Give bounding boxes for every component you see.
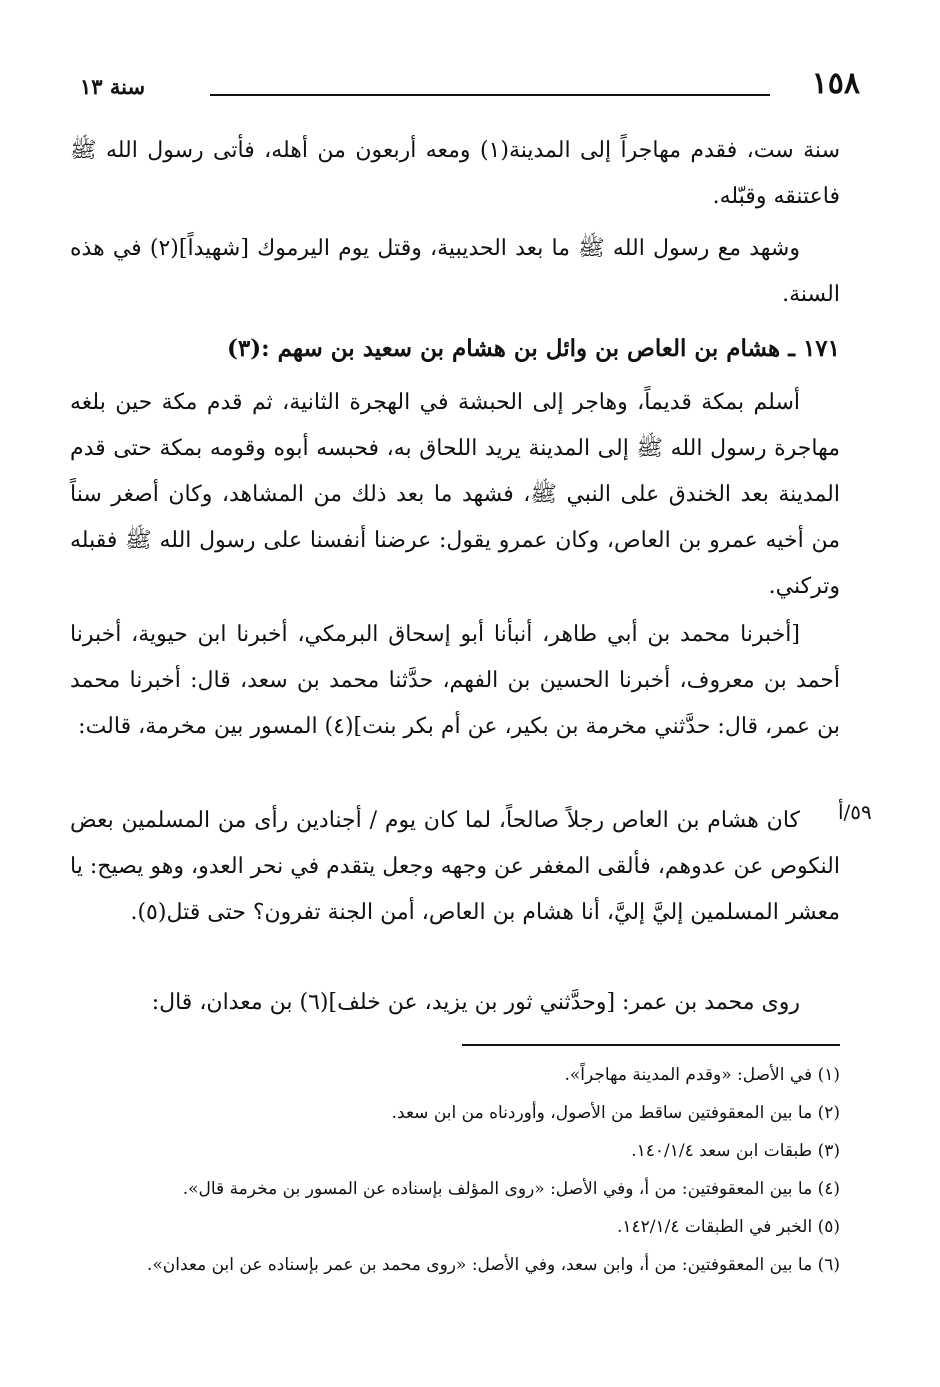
paragraph-2 bbox=[70, 226, 840, 318]
footnote-2: (٢) ما بين المعقوفتين ساقط من الأصول، وأوردناه من ابن سعد. bbox=[391, 1103, 840, 1123]
entry-heading: ١٧١ ـ هشام بن العاص بن وائل بن هشام بن سعيد بن سهم :(٣) bbox=[226, 335, 840, 362]
page-number: ١٥٨ bbox=[811, 66, 860, 101]
header-rule bbox=[210, 94, 770, 96]
paragraph-5-text: كان هشام بن العاص رجلاً صالحاً، لما كان يوم / أجنادين رأى من المسلمين بعض النكوص عن عدوهم، فألقى المغفر عن وجهه وجعل يتقدم في نحر العدو، وهو يصيح: يا معشر المسلمين إليَّ إليَّ، أنا هشام بن العاص، أمن الجنة تفرون؟ حتى قتل(٥). bbox=[70, 808, 840, 925]
paragraph-6 bbox=[70, 980, 840, 1026]
paragraph-2-text: وشهد مع رسول الله ﷺ ما بعد الحديبية، وقتل يوم اليرموك [شهيداً](٢) في هذه السنة. bbox=[70, 236, 840, 307]
footnote-6: (٦) ما بين المعقوفتين: من أ، وابن سعد، وفي الأصل: «روى محمد بن عمر بإسناده عن ابن معدان». bbox=[146, 1255, 840, 1275]
footnotes bbox=[70, 1056, 840, 1284]
footnote-5: (٥) الخبر في الطبقات ١٤٢/١/٤. bbox=[617, 1217, 840, 1237]
isnad-text: [أخبرنا محمد بن أبي طاهر، أنبأنا أبو إسحاق البرمكي، أخبرنا ابن حيوية، أخبرنا أحمد بن معروف، أخبرنا الحسين بن الفهم، حدَّثنا محمد بن سعد، قال: أخبرنا محمد بن عمر، قال: حدَّثني مخرمة بن بكير، عن أم بكر بنت](٤) المسور بين مخرمة، قالت: bbox=[70, 622, 840, 739]
paragraph-1 bbox=[70, 128, 840, 220]
paragraph-3 bbox=[70, 380, 840, 610]
footnote-3: (٣) طبقات ابن سعد ١٤٠/١/٤. bbox=[631, 1141, 840, 1161]
paragraph-5 bbox=[70, 798, 840, 936]
footnote-rule bbox=[462, 1044, 840, 1046]
paragraph-6-text: روى محمد بن عمر: [وحدَّثني ثور بن يزيد، عن خلف](٦) بن معدان، قال: bbox=[151, 990, 800, 1015]
manuscript-folio-marker: ٥٩/أ bbox=[838, 800, 872, 824]
footnote-4: (٤) ما بين المعقوفتين: من أ، وفي الأصل: «روى المؤلف بإسناده عن المسور بن مخرمة قال». bbox=[182, 1179, 840, 1199]
page-header bbox=[60, 66, 860, 106]
footnote-1: (١) في الأصل: «وقدم المدينة مهاجراً». bbox=[564, 1065, 840, 1085]
running-title: سنة ١٣ bbox=[80, 74, 146, 99]
paragraph-1-text: سنة ست، فقدم مهاجراً إلى المدينة(١) ومعه أربعون من أهله، فأتى رسول الله ﷺ فاعتنقه وقبّله. bbox=[70, 138, 840, 209]
isnad-paragraph bbox=[70, 612, 840, 750]
paragraph-3-text: أسلم بمكة قديماً، وهاجر إلى الحبشة في الهجرة الثانية، ثم قدم مكة حين بلغه مهاجرة رسول الله ﷺ إلى المدينة يريد اللحاق به، فحبسه أبوه وقومه بمكة حتى قدم المدينة بعد الخندق على النبي ﷺ، فشهد ما بعد ذلك من المشاهد، وكان أصغر سناً من أخيه عمرو بن العاص، وكان عمرو يقول: عرضنا أنفسنا على رسول الله ﷺ فقبله وتركني. bbox=[70, 390, 840, 599]
